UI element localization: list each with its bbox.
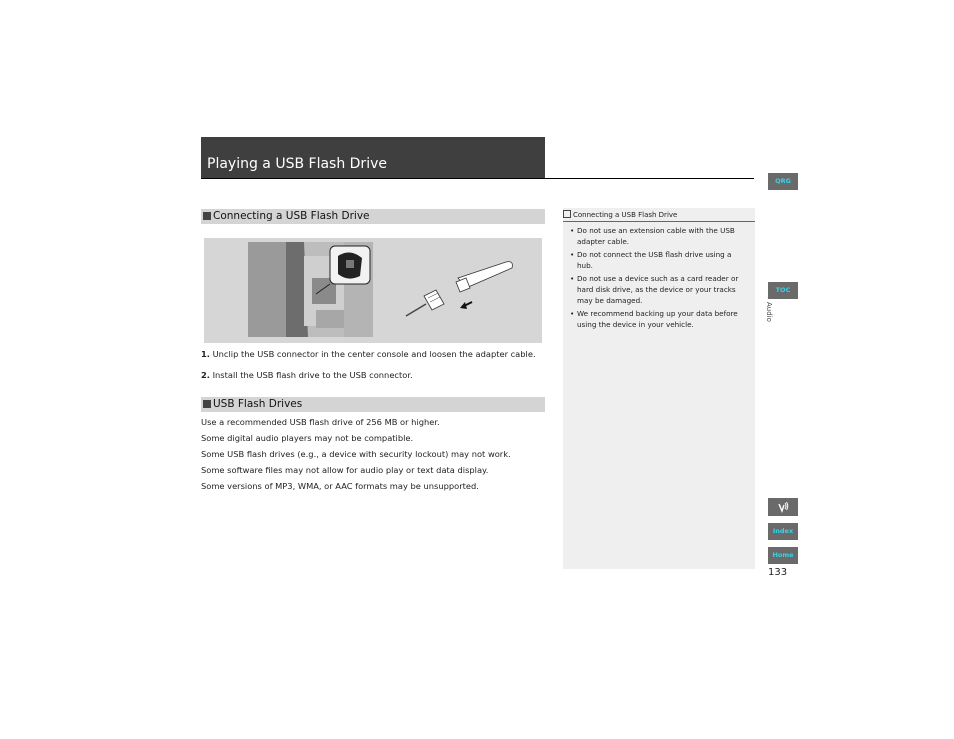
index-button[interactable]: Index xyxy=(768,523,798,540)
paragraph: Some digital audio players may not be compatible. xyxy=(201,433,414,443)
title-divider xyxy=(201,178,754,179)
page-number: 133 xyxy=(768,567,788,578)
page-title: Playing a USB Flash Drive xyxy=(207,156,387,172)
sidebar-bullet: • Do not use a device such as a card reader or hard disk drive, as the device or your tracks may be damaged. xyxy=(570,274,739,305)
sidebar-bullet: • Do not connect the USB flash drive using a hub. xyxy=(570,250,732,270)
qrg-button[interactable]: QRG xyxy=(768,173,798,190)
section-heading-label: Connecting a USB Flash Drive xyxy=(213,210,370,222)
step-text: Install the USB flash drive to the USB connector. xyxy=(212,370,413,380)
step-1 xyxy=(201,349,536,359)
step-number: 2. xyxy=(201,370,210,380)
section-heading-label: USB Flash Drives xyxy=(213,398,303,410)
step-text: Unclip the USB connector in the center console and loosen the adapter cable. xyxy=(212,349,536,359)
section-heading-usb-flash-drives xyxy=(201,397,545,412)
reference-icon xyxy=(563,210,571,218)
paragraph: Some versions of MP3, WMA, or AAC formats may be unsupported. xyxy=(201,481,479,491)
step-number: 1. xyxy=(201,349,210,359)
home-button[interactable]: Home xyxy=(768,547,798,564)
paragraph: Use a recommended USB flash drive of 256 MB or higher. xyxy=(201,417,440,427)
insert-arrow-icon xyxy=(460,302,467,309)
section-marker-icon xyxy=(203,212,211,220)
console-usb-diagram xyxy=(204,238,542,343)
section-marker-icon xyxy=(203,400,211,408)
paragraph: Some software files may not allow for audio play or text data display. xyxy=(201,465,489,475)
voice-icon xyxy=(776,500,790,514)
sidebar-divider xyxy=(563,221,755,222)
sidebar-bullet: • We recommend backing up your data before using the device in your vehicle. xyxy=(570,309,738,329)
paragraph: Some USB flash drives (e.g., a device with security lockout) may not work. xyxy=(201,449,511,459)
usb-connection-illustration xyxy=(204,238,542,343)
sidebar-bullet: • Do not use an extension cable with the USB adapter cable. xyxy=(570,226,735,246)
section-label-audio: Audio xyxy=(765,302,773,322)
section-heading-connecting xyxy=(201,209,545,224)
voice-button[interactable] xyxy=(768,498,798,516)
toc-button[interactable]: TOC xyxy=(768,282,798,299)
sidebar-heading: Connecting a USB Flash Drive xyxy=(563,210,677,219)
step-2 xyxy=(201,370,413,380)
